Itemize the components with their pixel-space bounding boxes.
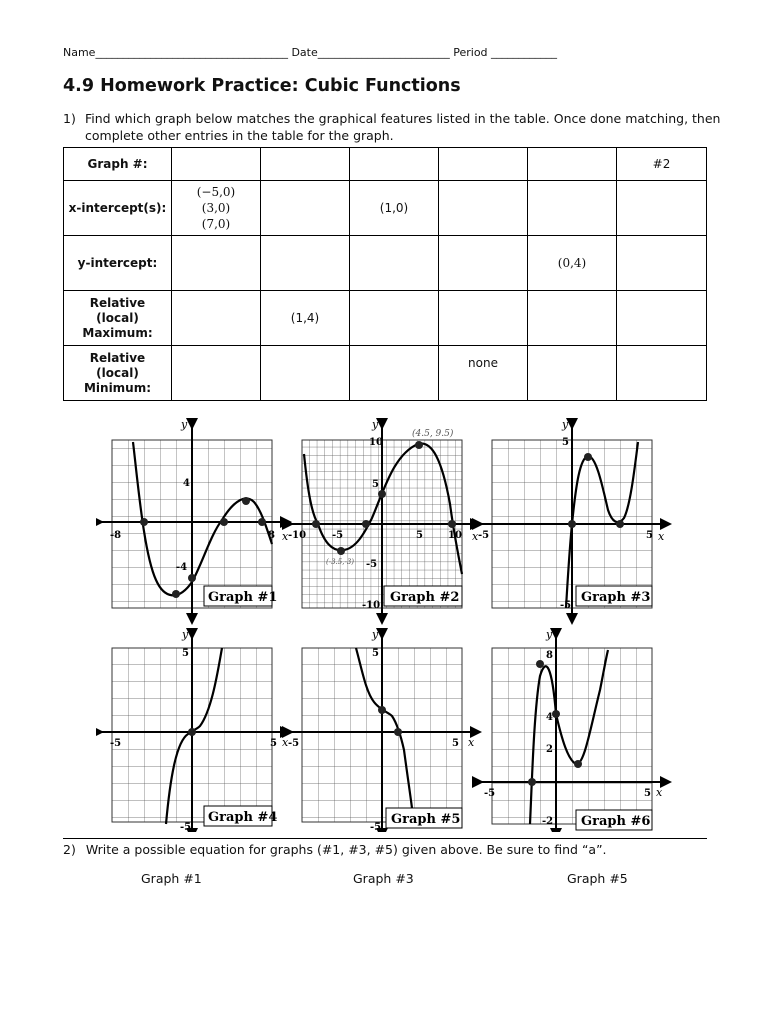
graph-4-tick-ybottom: -5 <box>180 822 192 832</box>
table-row <box>64 346 707 401</box>
graph-6-tick-xmax: 5 <box>644 788 651 799</box>
graph-1-tick-ytop: 4 <box>183 478 190 489</box>
table-cell[interactable] <box>350 346 439 401</box>
row-label-x-intercepts: x-intercept(s): <box>64 181 172 236</box>
graph-6 <box>478 628 666 832</box>
graphs-panel <box>96 414 676 832</box>
graph-3-tick-ybottom: -5 <box>560 600 572 611</box>
answer-label-graph-3: Graph #3 <box>353 871 414 886</box>
graph-2-max-annotation: (4.5, 9.5) <box>412 429 454 439</box>
graph-2-tick-yneg: -5 <box>366 559 378 570</box>
graph-6-ylabel: y <box>546 628 553 641</box>
table-cell[interactable] <box>172 291 261 346</box>
table-cell[interactable]: (0,4) <box>528 236 617 291</box>
table-cell[interactable] <box>172 346 261 401</box>
graph-2-tick-xmin: -10 <box>288 530 307 541</box>
graph-1-label: Graph #1 <box>208 590 278 605</box>
graph-6-tick-y2: 2 <box>546 744 553 755</box>
graph-4-tick-ytop: 5 <box>182 648 189 659</box>
graph-6-label: Graph #6 <box>581 814 651 829</box>
graph-3-ylabel: y <box>562 418 569 431</box>
graph-1-ylabel: y <box>181 418 188 431</box>
graph-3-tick-xmin: -5 <box>478 530 490 541</box>
table-cell[interactable] <box>261 346 350 401</box>
graph-2-tick-xneg: -5 <box>332 530 344 541</box>
table-cell[interactable] <box>528 291 617 346</box>
graph-4 <box>98 628 289 832</box>
graph-4-ylabel: y <box>182 628 189 641</box>
table-cell[interactable] <box>439 236 528 291</box>
graph-5-label: Graph #5 <box>391 812 461 827</box>
table-cell[interactable] <box>439 291 528 346</box>
table-cell[interactable] <box>528 346 617 401</box>
graph-2-tick-ymid: 5 <box>372 479 379 490</box>
graph-2-xlabel: x <box>472 530 479 543</box>
graph-4-tick-xmax: 5 <box>270 738 277 749</box>
table-cell[interactable]: (1,0) <box>350 181 439 236</box>
graph-2-tick-ybottom: -10 <box>362 600 381 611</box>
table-cell[interactable] <box>439 181 528 236</box>
table-cell[interactable] <box>261 148 350 181</box>
graph-2-tick-ytop: 10 <box>369 437 383 448</box>
graph-2-tick-xmax: 10 <box>448 530 462 541</box>
graph-5-tick-ybottom: -5 <box>370 822 382 832</box>
question-1-number: 1) <box>63 111 76 126</box>
table-cell[interactable] <box>528 181 617 236</box>
graph-2-tick-xpos: 5 <box>416 530 423 541</box>
page-title: 4.9 Homework Practice: Cubic Functions <box>63 76 461 96</box>
table-cell[interactable] <box>261 236 350 291</box>
question-2-number: 2) <box>63 842 76 857</box>
row-label-graph-number: Graph #: <box>64 148 172 181</box>
graph-1 <box>98 418 289 619</box>
graph-1-xlabel: x <box>282 530 289 543</box>
row-label-relative-minimum: Relative (local) Minimum: <box>64 346 172 401</box>
row-label-relative-maximum: Relative (local) Maximum: <box>64 291 172 346</box>
graph-5-tick-ytop: 5 <box>372 648 379 659</box>
graph-3-label: Graph #3 <box>581 590 651 605</box>
graph-2-min-annotation: (-3.5,-3) <box>326 558 355 566</box>
graph-1-tick-xmin: -8 <box>110 530 122 541</box>
table-cell[interactable] <box>350 291 439 346</box>
header-name-date-period: Name___________________________________ Date________________________ Period ____________ <box>63 46 558 59</box>
table-row <box>64 148 707 181</box>
question-2 <box>63 842 607 857</box>
table-cell[interactable] <box>528 148 617 181</box>
table-cell[interactable]: (1,4) <box>261 291 350 346</box>
table-cell[interactable] <box>261 181 350 236</box>
graph-2-label: Graph #2 <box>390 590 460 605</box>
table-cell[interactable] <box>350 236 439 291</box>
graph-6-tick-y4: 4 <box>546 712 553 723</box>
features-table <box>63 147 707 401</box>
table-cell[interactable] <box>350 148 439 181</box>
graph-5 <box>288 628 476 832</box>
graph-2 <box>288 418 479 619</box>
graph-6-tick-ybottom: -2 <box>542 816 554 827</box>
row-label-y-intercept: y-intercept: <box>64 236 172 291</box>
graph-3 <box>478 418 666 619</box>
graph-4-xlabel: x <box>282 736 289 749</box>
graph-5-xlabel: x <box>468 736 475 749</box>
question-1 <box>63 110 723 144</box>
table-cell[interactable] <box>617 181 707 236</box>
graph-4-tick-xmin: -5 <box>110 738 122 749</box>
table-cell-graph-2[interactable]: #2 <box>617 148 707 181</box>
graph-5-tick-xmin: -5 <box>288 738 300 749</box>
table-cell[interactable] <box>439 148 528 181</box>
graph-6-tick-xmin: -5 <box>484 788 496 799</box>
graph-2-ylabel: y <box>372 418 379 431</box>
graph-1-tick-ybottom: -4 <box>176 562 188 573</box>
graph-3-tick-ytop: 5 <box>562 437 569 448</box>
question-2-text: Write a possible equation for graphs (#1, #3, #5) given above. Be sure to find “a”. <box>85 842 607 857</box>
graph-5-tick-xmax: 5 <box>452 738 459 749</box>
graph-6-xlabel: x <box>656 786 663 799</box>
graph-6-tick-ytop: 8 <box>546 650 553 661</box>
table-row <box>64 236 707 291</box>
graph-5-ylabel: y <box>372 628 379 641</box>
answer-label-graph-5: Graph #5 <box>567 871 628 886</box>
graph-3-xlabel: x <box>658 530 665 543</box>
answer-label-graph-1: Graph #1 <box>141 871 202 886</box>
graph-3-tick-xmax: 5 <box>646 530 653 541</box>
table-cell[interactable] <box>617 346 707 401</box>
table-cell[interactable] <box>172 236 261 291</box>
section-divider <box>63 838 707 839</box>
table-cell[interactable] <box>617 291 707 346</box>
question-1-text: Find which graph below matches the graphical features listed in the table. Once done matching, then complete other entries in the table for the graph. <box>85 111 721 143</box>
graph-4-label: Graph #4 <box>208 810 278 825</box>
table-cell[interactable]: none <box>439 346 528 401</box>
table-cell[interactable] <box>172 148 261 181</box>
graph-1-tick-xmax: 8 <box>268 530 275 541</box>
table-row <box>64 291 707 346</box>
table-cell[interactable] <box>617 236 707 291</box>
table-cell-x-intercepts[interactable]: (−5,0) (3,0) (7,0) <box>172 181 261 236</box>
table-row <box>64 181 707 236</box>
